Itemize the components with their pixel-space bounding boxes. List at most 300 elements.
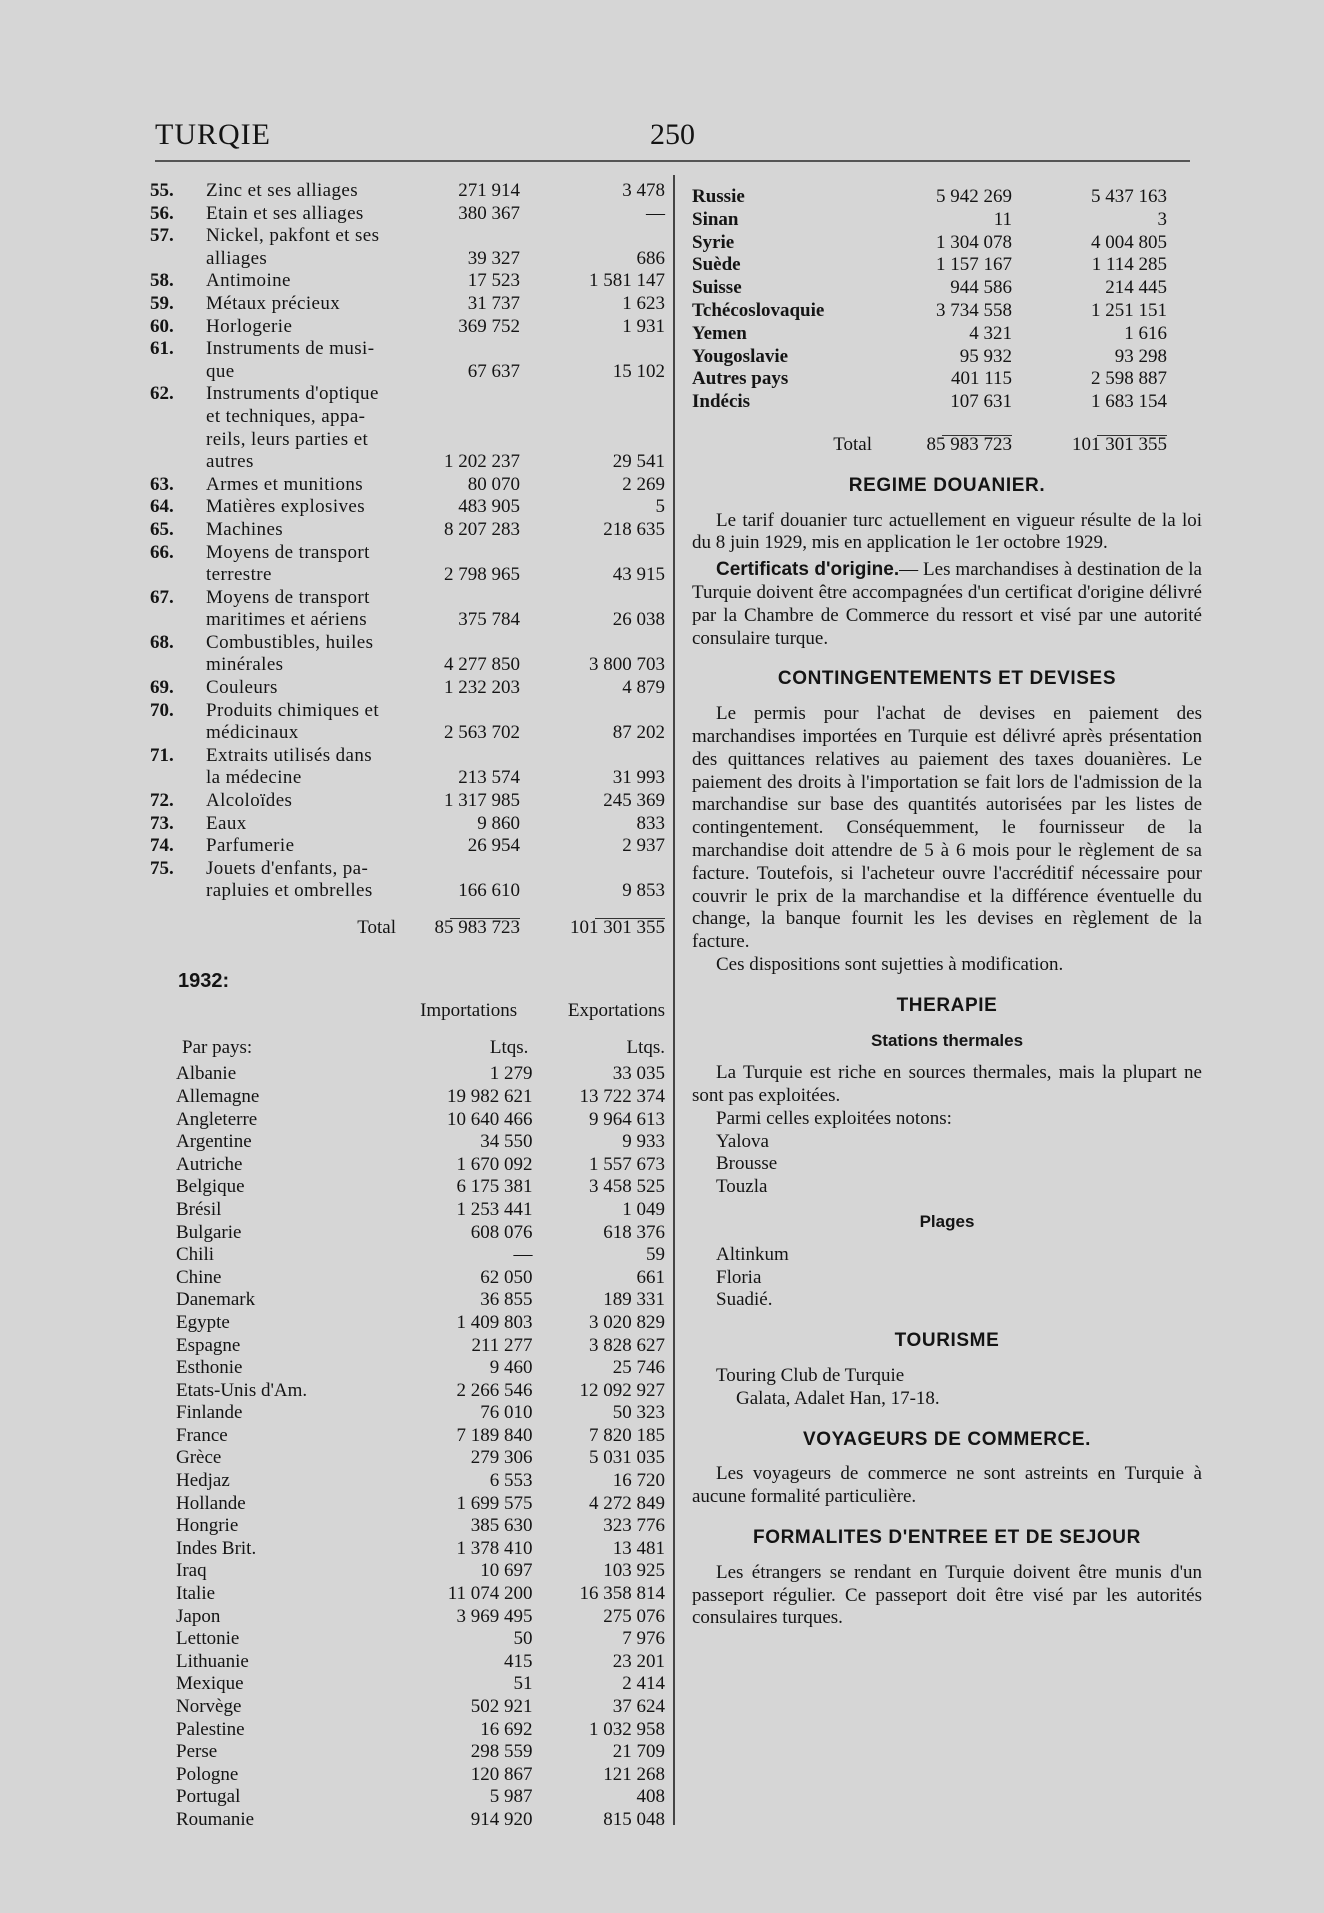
commodity-row-continuation bbox=[150, 609, 665, 632]
commodity-label: Métaux précieux bbox=[206, 292, 341, 314]
country-exports: 189 331 bbox=[603, 1289, 665, 1311]
commodity-number: 59. bbox=[150, 292, 174, 314]
commodity-total-row bbox=[150, 917, 665, 940]
commodity-label: autres bbox=[206, 451, 254, 473]
commodity-label: Instruments d'optique bbox=[206, 383, 379, 405]
regime-heading: REGIME DOUANIER. bbox=[848, 474, 1046, 496]
commodity-imports bbox=[410, 383, 520, 406]
commodity-exports: 1 581 147 bbox=[589, 270, 665, 292]
commodity-label: Instruments de musi- bbox=[206, 338, 375, 360]
country-name: Mexique bbox=[176, 1673, 244, 1695]
country-exports: 13 481 bbox=[612, 1537, 665, 1559]
commodity-imports: 26 954 bbox=[467, 835, 520, 857]
total-label: Total bbox=[357, 917, 396, 938]
country-exports: 21 709 bbox=[612, 1741, 665, 1763]
country-row bbox=[692, 323, 1202, 346]
commodity-row-continuation bbox=[150, 248, 665, 271]
exports-header: Exportations bbox=[567, 1000, 665, 1022]
country-imports: 50 bbox=[513, 1628, 533, 1650]
commodity-row bbox=[150, 496, 665, 519]
commodity-number: 67. bbox=[150, 586, 174, 608]
country-name: Chine bbox=[176, 1266, 222, 1288]
voyageurs-paragraph: Les voyageurs de commerce ne sont astreints en Turquie à aucune formalité particulière. bbox=[692, 1463, 1202, 1508]
country-exports: 33 035 bbox=[612, 1063, 665, 1085]
country-exports: 275 076 bbox=[603, 1605, 665, 1627]
commodity-label: Parfumerie bbox=[206, 835, 295, 857]
country-exports: 2 598 887 bbox=[1091, 368, 1167, 390]
country-name: Syrie bbox=[692, 231, 735, 253]
commodity-number bbox=[150, 609, 206, 632]
commodity-number: 69. bbox=[150, 677, 174, 699]
country-row bbox=[150, 1696, 665, 1719]
country-row bbox=[150, 1560, 665, 1583]
commodity-label: Alcoloïdes bbox=[206, 790, 293, 812]
exports-unit: Ltqs. bbox=[626, 1036, 665, 1058]
commodity-row bbox=[150, 180, 665, 203]
country-name: Indes Brit. bbox=[176, 1537, 257, 1559]
total-exports: 101 301 355 bbox=[570, 917, 665, 938]
country-row bbox=[150, 1063, 665, 1086]
commodity-row bbox=[150, 474, 665, 497]
country-row bbox=[150, 1673, 665, 1696]
commodity-number: 75. bbox=[150, 857, 174, 879]
commodity-label: Antimoine bbox=[206, 270, 291, 292]
country-exports: 3 020 829 bbox=[588, 1311, 665, 1333]
station-item: Yalova bbox=[716, 1130, 769, 1152]
country-row bbox=[150, 1764, 665, 1787]
country-name: Sinan bbox=[692, 208, 739, 230]
by-country-label: Par pays: bbox=[182, 1036, 253, 1058]
commodity-exports: 87 202 bbox=[612, 722, 665, 744]
contingent-paragraph: Le permis pour l'achat de devises en paiement des marchandises importées en Turquie est délivré après présentation des quittances relatives au paiement des taxes douanières. Le paiement des droits à l'importation se fait lors de l'admission de la marchandise sur base des quantités autorisées par les listes de contingentement. Conséquemment, le fournisseur de la marchandise doit attendre de 5 à 6 mois pour le règlement de sa facture. Toutefois, si l'acheteur ouvre l'accréditif nécessaire pour couvrir le prix de la marchandise et la différence éventuelle du change, la banque fournit les les devises en règlement de la facture. bbox=[692, 703, 1202, 953]
plage-item: Suadié. bbox=[716, 1289, 773, 1311]
country-imports: 1 670 092 bbox=[456, 1153, 533, 1175]
country-exports: 59 bbox=[645, 1244, 665, 1266]
commodity-exports: 15 102 bbox=[612, 360, 665, 382]
country-row bbox=[150, 1786, 665, 1809]
commodity-imports bbox=[410, 858, 520, 881]
country-row bbox=[150, 1493, 665, 1516]
commodity-exports: 218 635 bbox=[603, 518, 665, 540]
commodity-imports: 1 202 237 bbox=[444, 451, 520, 473]
country-row bbox=[150, 1470, 665, 1493]
country-row bbox=[150, 1809, 665, 1832]
commodity-number: 55. bbox=[150, 180, 174, 201]
country-exports: 121 268 bbox=[603, 1763, 665, 1785]
country-name: Indécis bbox=[692, 391, 751, 413]
country-exports: 1 049 bbox=[622, 1198, 665, 1220]
commodity-row bbox=[150, 745, 665, 768]
country-name: Brésil bbox=[176, 1198, 222, 1220]
left-column bbox=[150, 180, 665, 1832]
country-name: Norvège bbox=[176, 1696, 242, 1717]
country-name: Hongrie bbox=[176, 1515, 239, 1537]
country-exports: 4 004 805 bbox=[1091, 231, 1167, 253]
country-name: Belgique bbox=[176, 1176, 245, 1198]
country-name: Suède bbox=[692, 254, 741, 276]
commodity-imports bbox=[410, 429, 520, 452]
commodity-number bbox=[150, 767, 206, 790]
country-imports: 3 969 495 bbox=[456, 1605, 533, 1627]
commodity-row bbox=[150, 203, 665, 226]
commodity-row bbox=[150, 519, 665, 542]
commodity-number: 72. bbox=[150, 790, 174, 812]
country-name: Allemagne bbox=[176, 1085, 260, 1107]
commodity-row-continuation bbox=[150, 767, 665, 790]
country-exports: 16 720 bbox=[612, 1470, 665, 1492]
commodity-number: 61. bbox=[150, 338, 174, 360]
country-name: Perse bbox=[176, 1741, 218, 1763]
imports-header: Importations bbox=[420, 1000, 518, 1022]
country-row bbox=[150, 1606, 665, 1629]
commodity-label: et techniques, appa- bbox=[206, 405, 366, 427]
commodity-exports bbox=[520, 745, 665, 768]
commodity-label: minérales bbox=[206, 654, 284, 676]
commodity-label: Produits chimiques et bbox=[206, 699, 380, 721]
commodity-imports: 2 798 965 bbox=[444, 564, 520, 586]
country-exports: 37 624 bbox=[612, 1696, 665, 1717]
country-name: Hedjaz bbox=[176, 1470, 230, 1492]
country-imports: 9 460 bbox=[489, 1357, 533, 1379]
commodity-imports bbox=[410, 700, 520, 723]
commodity-number bbox=[150, 429, 206, 452]
commodity-imports bbox=[410, 338, 520, 361]
country-row bbox=[150, 1628, 665, 1651]
commodity-row-continuation bbox=[150, 654, 665, 677]
commodity-number: 71. bbox=[150, 744, 174, 766]
commodity-number: 70. bbox=[150, 699, 174, 721]
contingent-note: Ces dispositions sont sujetties à modification. bbox=[716, 953, 1064, 975]
commodity-number bbox=[150, 654, 206, 677]
country-imports: 10 640 466 bbox=[447, 1108, 533, 1130]
country-imports: 62 050 bbox=[480, 1266, 533, 1288]
country-name: Lithuanie bbox=[176, 1650, 249, 1672]
commodity-row bbox=[150, 632, 665, 655]
commodity-label: médicinaux bbox=[206, 722, 299, 744]
commodity-label: Moyens de transport bbox=[206, 541, 370, 563]
country-name: Grèce bbox=[176, 1447, 222, 1469]
commodity-exports: 2 269 bbox=[622, 473, 665, 495]
country-name: Danemark bbox=[176, 1289, 256, 1311]
commodity-number: 65. bbox=[150, 518, 174, 540]
right-total-exports: 101 301 355 bbox=[1072, 433, 1167, 455]
total-rule bbox=[150, 903, 665, 913]
commodity-exports: 4 879 bbox=[622, 677, 665, 699]
commodity-label: Couleurs bbox=[206, 677, 278, 699]
country-row bbox=[692, 300, 1202, 323]
tourisme-address: Galata, Adalet Han, 17-18. bbox=[736, 1387, 940, 1409]
country-imports: 1 378 410 bbox=[456, 1537, 533, 1559]
commodity-imports: 483 905 bbox=[458, 496, 520, 518]
commodity-exports: 3 800 703 bbox=[589, 654, 665, 676]
country-imports: 385 630 bbox=[470, 1515, 533, 1537]
country-row bbox=[150, 1199, 665, 1222]
country-name: Espagne bbox=[176, 1334, 241, 1356]
country-imports: 415 bbox=[504, 1650, 533, 1672]
country-row bbox=[692, 277, 1202, 300]
commodity-label: terrestre bbox=[206, 564, 272, 586]
commodity-exports bbox=[520, 542, 665, 565]
country-row bbox=[150, 1425, 665, 1448]
commodity-exports bbox=[520, 587, 665, 610]
commodity-exports bbox=[520, 383, 665, 406]
commodity-row bbox=[150, 293, 665, 316]
commodity-exports bbox=[520, 338, 665, 361]
country-name: Bulgarie bbox=[176, 1221, 242, 1243]
commodity-number bbox=[150, 722, 206, 745]
commodity-imports bbox=[410, 632, 520, 655]
station-item: Brousse bbox=[716, 1153, 778, 1175]
country-exports: 5 031 035 bbox=[588, 1447, 665, 1469]
plages-subheading: Plages bbox=[919, 1212, 975, 1232]
commodity-label: reils, leurs parties et bbox=[206, 428, 369, 450]
country-imports: 944 586 bbox=[950, 277, 1012, 299]
country-exports: 5 437 163 bbox=[1091, 186, 1167, 207]
commodity-row-continuation bbox=[150, 361, 665, 384]
country-row bbox=[150, 1515, 665, 1538]
commodity-imports: 1 232 203 bbox=[444, 677, 520, 699]
commodity-exports: 31 993 bbox=[612, 767, 665, 789]
right-total-rule bbox=[692, 420, 1202, 430]
right-column bbox=[692, 186, 1202, 1630]
country-row bbox=[150, 1538, 665, 1561]
commodity-imports: 80 070 bbox=[467, 473, 520, 495]
country-imports: 1 304 078 bbox=[936, 231, 1012, 253]
country-imports: 51 bbox=[513, 1673, 533, 1695]
therapie-heading: THERAPIE bbox=[896, 994, 998, 1016]
units-row bbox=[150, 1037, 665, 1060]
commodity-row bbox=[150, 813, 665, 836]
country-row bbox=[150, 1312, 665, 1335]
commodity-label: Nickel, pakfont et ses bbox=[206, 225, 380, 247]
commodity-row bbox=[150, 316, 665, 339]
country-exports: 12 092 927 bbox=[579, 1379, 665, 1401]
country-row bbox=[692, 346, 1202, 369]
commodity-row bbox=[150, 858, 665, 881]
commodity-exports: 2 937 bbox=[622, 835, 665, 857]
commodity-row-continuation bbox=[150, 451, 665, 474]
commodity-number: 73. bbox=[150, 812, 174, 834]
country-imports: 401 115 bbox=[950, 368, 1012, 390]
commodity-row-continuation bbox=[150, 880, 665, 903]
commodity-number: 63. bbox=[150, 473, 174, 495]
country-exports: 16 358 814 bbox=[579, 1583, 665, 1605]
country-name: Angleterre bbox=[176, 1108, 258, 1130]
country-name: Argentine bbox=[176, 1131, 252, 1153]
commodity-label: Eaux bbox=[206, 812, 247, 834]
commodity-exports bbox=[520, 858, 665, 881]
country-row bbox=[150, 1267, 665, 1290]
commodity-row bbox=[150, 270, 665, 293]
country-name: Egypte bbox=[176, 1311, 230, 1333]
country-exports: 3 bbox=[1157, 208, 1167, 230]
country-exports: 1 683 154 bbox=[1091, 391, 1167, 413]
commodity-exports: 26 038 bbox=[612, 609, 665, 631]
country-row bbox=[150, 1741, 665, 1764]
country-name: Chili bbox=[176, 1244, 215, 1266]
commodity-number: 64. bbox=[150, 496, 174, 518]
country-row bbox=[150, 1244, 665, 1267]
commodity-exports: 3 478 bbox=[622, 180, 665, 201]
commodity-row bbox=[150, 677, 665, 700]
commodity-number bbox=[150, 880, 206, 903]
country-table-left bbox=[150, 1063, 665, 1831]
country-exports: 1 251 151 bbox=[1091, 299, 1167, 321]
country-exports: 7 820 185 bbox=[588, 1424, 665, 1446]
country-exports: 618 376 bbox=[603, 1221, 665, 1243]
country-imports: 502 921 bbox=[470, 1696, 533, 1717]
tourisme-heading: TOURISME bbox=[894, 1330, 1000, 1352]
country-exports: 661 bbox=[636, 1266, 665, 1288]
country-name: Yemen bbox=[692, 322, 747, 344]
country-imports: 5 987 bbox=[489, 1786, 533, 1808]
country-name: Hollande bbox=[176, 1492, 246, 1514]
country-imports: 36 855 bbox=[480, 1289, 533, 1311]
country-name: Russie bbox=[692, 186, 745, 207]
commodity-label: la médecine bbox=[206, 767, 302, 789]
stations-subheading: Stations thermales bbox=[870, 1030, 1024, 1050]
country-exports: 1 616 bbox=[1124, 322, 1167, 344]
commodity-imports: 9 860 bbox=[477, 812, 520, 834]
commodity-imports bbox=[410, 406, 520, 429]
commodity-number bbox=[150, 248, 206, 271]
country-table-right bbox=[692, 186, 1202, 414]
commodity-imports: 380 367 bbox=[458, 202, 520, 224]
commodity-row bbox=[150, 587, 665, 610]
country-exports: 4 272 849 bbox=[588, 1492, 665, 1514]
country-total-row bbox=[692, 434, 1202, 457]
country-exports: 3 458 525 bbox=[588, 1176, 665, 1198]
country-name: Iraq bbox=[176, 1560, 207, 1582]
tourisme-line: Touring Club de Turquie bbox=[716, 1365, 905, 1387]
country-imports: 6 175 381 bbox=[456, 1176, 533, 1198]
commodity-exports: 9 853 bbox=[622, 880, 665, 902]
formalites-heading: FORMALITES D'ENTREE ET DE SEJOUR bbox=[753, 1527, 1141, 1549]
country-name: Roumanie bbox=[176, 1808, 255, 1830]
commodity-number: 57. bbox=[150, 225, 174, 247]
commodity-imports: 369 752 bbox=[458, 315, 520, 337]
country-exports: 408 bbox=[636, 1786, 665, 1808]
commodity-imports bbox=[410, 542, 520, 565]
country-imports: 608 076 bbox=[470, 1221, 533, 1243]
country-name: France bbox=[176, 1424, 228, 1446]
country-exports: 2 414 bbox=[622, 1673, 665, 1695]
commodity-number: 62. bbox=[150, 383, 174, 405]
commodity-number bbox=[150, 451, 206, 474]
country-imports: 3 734 558 bbox=[936, 299, 1012, 321]
commodity-label: Etain et ses alliages bbox=[206, 202, 364, 224]
commodity-imports: 2 563 702 bbox=[444, 722, 520, 744]
commodity-row-continuation bbox=[150, 406, 665, 429]
commodity-label: Zinc et ses alliages bbox=[206, 180, 359, 201]
commodity-exports bbox=[520, 429, 665, 452]
country-imports: 1 279 bbox=[489, 1063, 533, 1085]
country-imports: 1 699 575 bbox=[456, 1492, 533, 1514]
commodity-exports: 1 931 bbox=[622, 315, 665, 337]
commodity-number: 66. bbox=[150, 541, 174, 563]
running-header-country: TURQIE bbox=[155, 118, 271, 151]
commodity-exports: 245 369 bbox=[603, 790, 665, 812]
country-row bbox=[150, 1357, 665, 1380]
country-exports: 50 323 bbox=[612, 1402, 665, 1424]
formalites-paragraph: Les étrangers se rendant en Turquie doivent être munis d'un passeport régulier. Ce passeport doit être visé par les autorités consulaires turques. bbox=[692, 1561, 1202, 1629]
country-name: Autres pays bbox=[692, 368, 789, 390]
right-total-label: Total bbox=[833, 433, 872, 455]
country-row bbox=[150, 1131, 665, 1154]
commodity-exports bbox=[520, 632, 665, 655]
country-name: Esthonie bbox=[176, 1357, 243, 1379]
commodity-label: Horlogerie bbox=[206, 315, 293, 337]
commodity-imports: 8 207 283 bbox=[444, 518, 520, 540]
commodity-row-continuation bbox=[150, 429, 665, 452]
commodity-row bbox=[150, 700, 665, 723]
commodity-row bbox=[150, 383, 665, 406]
country-imports: 4 321 bbox=[969, 322, 1012, 344]
commodity-imports: 213 574 bbox=[458, 767, 520, 789]
right-total-imports: 85 983 723 bbox=[926, 433, 1012, 455]
commodity-label: Armes et munitions bbox=[206, 473, 364, 495]
country-exports: 3 828 627 bbox=[588, 1334, 665, 1356]
commodity-exports: 43 915 bbox=[612, 564, 665, 586]
commodity-imports: 4 277 850 bbox=[444, 654, 520, 676]
country-row bbox=[692, 368, 1202, 391]
country-row bbox=[150, 1335, 665, 1358]
country-imports: 76 010 bbox=[480, 1402, 533, 1424]
country-name: Etats-Unis d'Am. bbox=[176, 1379, 308, 1401]
country-row bbox=[692, 209, 1202, 232]
country-exports: 7 976 bbox=[622, 1628, 665, 1650]
commodity-imports: 271 914 bbox=[458, 180, 520, 201]
country-name: Lettonie bbox=[176, 1628, 240, 1650]
commodity-imports bbox=[410, 745, 520, 768]
commodity-imports: 375 784 bbox=[458, 609, 520, 631]
commodity-imports: 31 737 bbox=[467, 292, 520, 314]
country-imports: 7 189 840 bbox=[456, 1424, 533, 1446]
commodity-exports bbox=[520, 700, 665, 723]
commodity-row bbox=[150, 542, 665, 565]
country-imports: 34 550 bbox=[480, 1131, 533, 1153]
regime-paragraph: Le tarif douanier turc actuellement en vigueur résulte de la loi du 8 juin 1929, mis en application le 1er octobre 1929. bbox=[692, 509, 1202, 554]
country-row bbox=[150, 1447, 665, 1470]
country-exports: 1 557 673 bbox=[588, 1153, 665, 1175]
country-row bbox=[692, 254, 1202, 277]
commodity-exports bbox=[520, 406, 665, 429]
country-imports: 95 932 bbox=[959, 345, 1012, 367]
plage-item: Floria bbox=[716, 1266, 762, 1288]
voyageurs-heading: VOYAGEURS DE COMMERCE. bbox=[802, 1428, 1092, 1450]
country-row bbox=[150, 1289, 665, 1312]
commodity-row bbox=[150, 338, 665, 361]
commodity-row-continuation bbox=[150, 564, 665, 587]
station-item: Touzla bbox=[716, 1176, 768, 1198]
country-row bbox=[692, 232, 1202, 255]
country-row bbox=[150, 1176, 665, 1199]
commodity-imports: 67 637 bbox=[467, 360, 520, 382]
country-name: Autriche bbox=[176, 1153, 243, 1175]
commodity-label: alliages bbox=[206, 247, 268, 269]
contingent-heading: CONTINGENTEMENTS ET DEVISES bbox=[777, 668, 1117, 690]
commodity-imports bbox=[410, 225, 520, 248]
country-name: Albanie bbox=[176, 1063, 237, 1085]
commodity-exports bbox=[520, 225, 665, 248]
header-rule bbox=[155, 160, 1190, 162]
commodity-label: Machines bbox=[206, 518, 284, 540]
country-row bbox=[150, 1154, 665, 1177]
country-imports: 279 306 bbox=[470, 1447, 533, 1469]
country-imports: 5 942 269 bbox=[936, 186, 1012, 207]
commodity-number bbox=[150, 564, 206, 587]
country-name: Pologne bbox=[176, 1763, 239, 1785]
